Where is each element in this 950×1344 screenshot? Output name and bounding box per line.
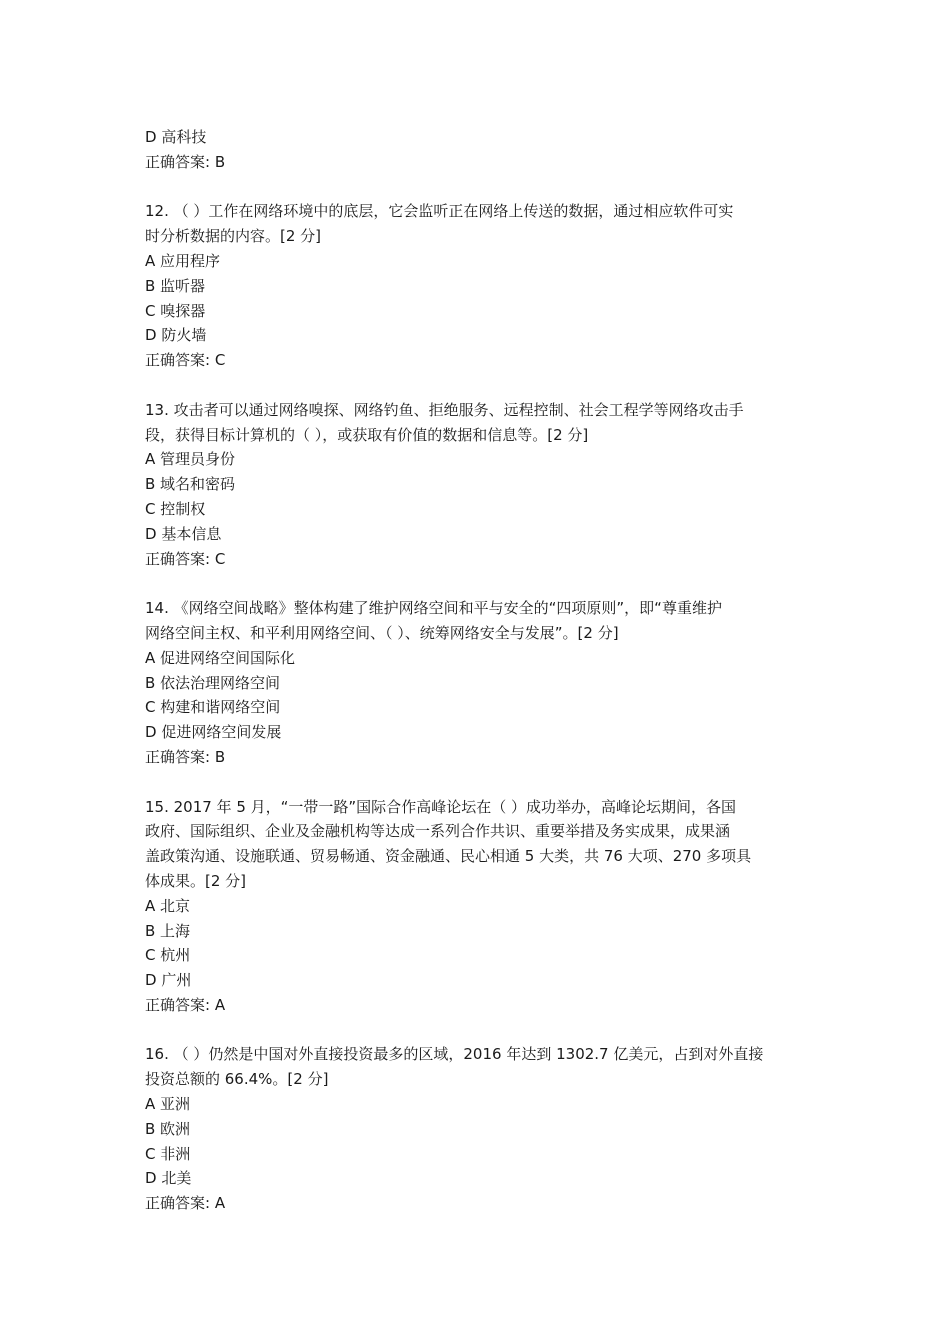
option-b: B 欧洲 bbox=[145, 1119, 191, 1138]
option-d: D 促进网络空间发展 bbox=[145, 723, 282, 742]
option-a: A 北京 bbox=[145, 896, 191, 915]
previous-question-tail bbox=[145, 125, 810, 175]
question-stem-line: 16. （ ）仍然是中国对外直接投资最多的区域，2016 年达到 1302.7 亿美元，占到对外直接 bbox=[145, 1045, 764, 1064]
option-c: C 杭州 bbox=[145, 946, 191, 965]
option-d: D 基本信息 bbox=[145, 524, 222, 543]
question-stem-line: 盖政策沟通、设施联通、贸易畅通、资金融通、民心相通 5 大类，共 76 大项、270 多项具 bbox=[145, 847, 752, 866]
option-b: B 上海 bbox=[145, 921, 191, 940]
question-stem-line: 15. 2017 年 5 月，“一带一路”国际合作高峰论坛在（ ）成功举办，高峰论坛期间，各国 bbox=[145, 797, 736, 816]
question-stem-line: 时分析数据的内容。[2 分] bbox=[145, 227, 322, 246]
correct-answer: 正确答案: C bbox=[145, 549, 226, 568]
question-stem-line: 体成果。[2 分] bbox=[145, 871, 247, 890]
document-page bbox=[145, 125, 810, 1216]
question-14 bbox=[145, 596, 810, 770]
option-a: A 促进网络空间国际化 bbox=[145, 648, 296, 667]
option-b: B 依法治理网络空间 bbox=[145, 673, 281, 692]
question-13 bbox=[145, 398, 810, 572]
option-a: A 亚洲 bbox=[145, 1095, 191, 1114]
question-stem-line: 13. 攻击者可以通过网络嗅探、网络钓鱼、拒绝服务、远程控制、社会工程学等网络攻击手 bbox=[145, 400, 744, 419]
option-a: A 管理员身份 bbox=[145, 450, 236, 469]
option-a: A 应用程序 bbox=[145, 251, 221, 270]
question-stem-line: 投资总额的 66.4%。[2 分] bbox=[145, 1070, 329, 1089]
question-stem-line: 12. （ ）工作在网络环境中的底层，它会监听正在网络上传送的数据，通过相应软件可实 bbox=[145, 202, 734, 221]
correct-answer: 正确答案: B bbox=[145, 152, 226, 171]
question-15 bbox=[145, 795, 810, 1018]
option-c: C 构建和谐网络空间 bbox=[145, 698, 281, 717]
correct-answer: 正确答案: A bbox=[145, 995, 226, 1014]
option-c: C 非洲 bbox=[145, 1144, 191, 1163]
correct-answer: 正确答案: A bbox=[145, 1194, 226, 1213]
question-12 bbox=[145, 199, 810, 373]
question-stem-line: 14. 《网络空间战略》整体构建了维护网络空间和平与安全的“四项原则”，即“尊重维护 bbox=[145, 599, 722, 618]
option-d: D 防火墙 bbox=[145, 326, 207, 345]
correct-answer: 正确答案: B bbox=[145, 747, 226, 766]
correct-answer: 正确答案: C bbox=[145, 351, 226, 370]
option-b: B 监听器 bbox=[145, 276, 206, 295]
question-stem-line: 段，获得目标计算机的（ ），或获取有价值的数据和信息等。[2 分] bbox=[145, 425, 589, 444]
option-d: D 高科技 bbox=[145, 128, 207, 146]
option-d: D 广州 bbox=[145, 971, 192, 990]
question-stem-line: 网络空间主权、和平利用网络空间、（ ）、统筹网络安全与发展”。[2 分] bbox=[145, 623, 619, 642]
option-c: C 控制权 bbox=[145, 499, 206, 518]
option-d: D 北美 bbox=[145, 1169, 192, 1188]
option-b: B 域名和密码 bbox=[145, 475, 236, 494]
option-c: C 嗅探器 bbox=[145, 301, 206, 320]
question-16 bbox=[145, 1042, 810, 1216]
question-stem-line: 政府、国际组织、企业及金融机构等达成一系列合作共识、重要举措及务实成果，成果涵 bbox=[145, 822, 731, 841]
